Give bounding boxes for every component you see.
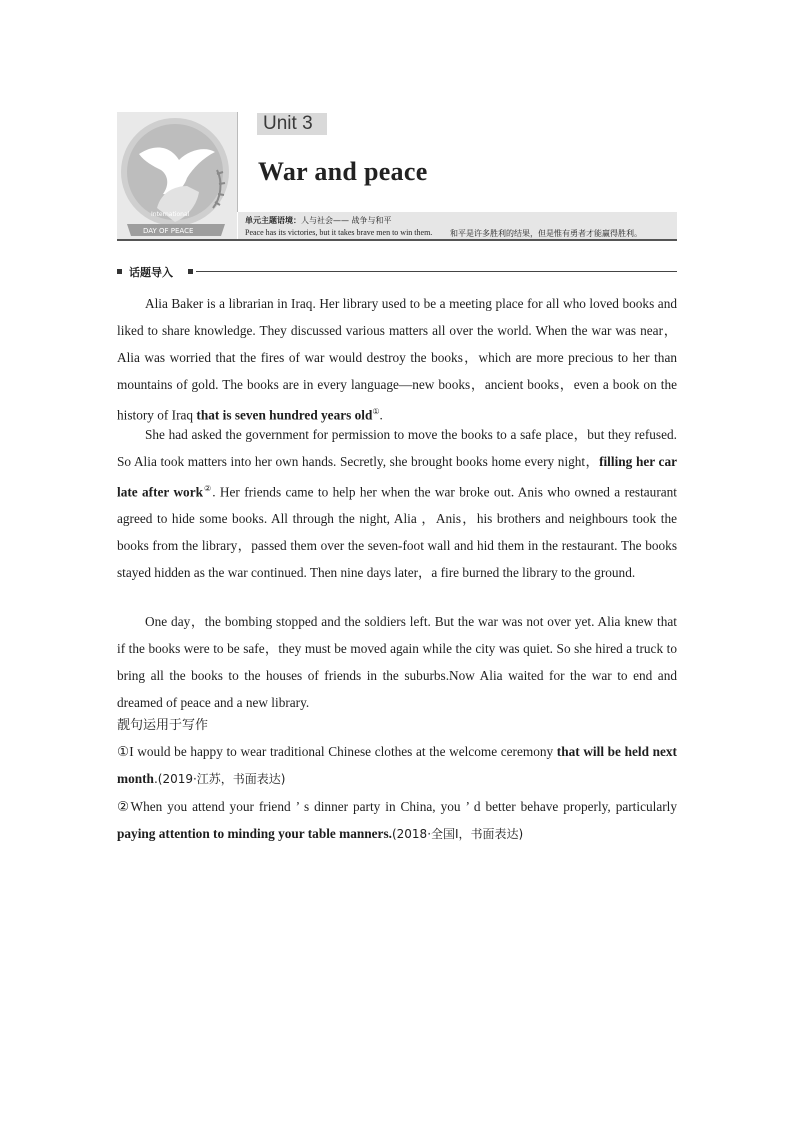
paragraph-text: Alia Baker is a librarian in Iraq. Her library used to be a meeting place for all who loved books and liked to share knowledge. They discussed various matters all over the world. When the war was near，Alia was worried that the fires of war would destroy the books，which are more precious to her than mountains of gold. The books are in every language—new books，ancient books，even a book on the history of Iraq bbox=[117, 296, 677, 423]
passage-paragraph-2 bbox=[117, 421, 677, 586]
theme-context bbox=[245, 215, 392, 226]
passage-paragraph-1 bbox=[117, 290, 677, 428]
paragraph-text: One day，the bombing stopped and the soldiers left. But the war was not over yet. Alia knew that if the books were to be safe，they must be moved again while the city was quiet. So she hired a truck to bring all the books to the houses of friends in the suburbs.Now Alia waited for the war to end and dreamed of peace and a new library. bbox=[117, 614, 677, 710]
unit-title: War and peace bbox=[258, 157, 428, 186]
theme-bottom-rule bbox=[117, 239, 677, 241]
quote-chinese: 和平是许多胜利的结果，但是惟有勇者才能赢得胜利。 bbox=[450, 229, 642, 238]
highlight-phrase: that will be held next month bbox=[117, 744, 677, 786]
footnote-mark: ① bbox=[372, 407, 380, 416]
paragraph-text: She had asked the government for permission to move the books to a safe place，but they refused. So Alia took matters into her own hands. Secretly, she brought books home every night， bbox=[117, 427, 677, 469]
sentence-source: .(2019·江苏，书面表达) bbox=[153, 772, 286, 786]
logo-text-international: International bbox=[151, 211, 190, 218]
highlight-phrase: paying attention to minding your table manners. bbox=[117, 826, 392, 841]
writing-sentence-2 bbox=[117, 793, 677, 848]
square-bullet-icon bbox=[117, 269, 122, 274]
theme-value: 人与社会—— 战争与和平 bbox=[301, 216, 392, 225]
peace-day-logo bbox=[117, 112, 237, 240]
sentence-text: ②When you attend your friend ’ s dinner party in China, you ’ d better behave properly, particularly bbox=[117, 799, 677, 814]
paragraph-tail: . bbox=[379, 407, 383, 423]
paragraph-tail: . Her friends came to help her when the war broke out. Anis who owned a restaurant agreed to hide some books. All through the night, Alia ，Anis，his brothers and neighbours took the books from the library，passed them over the seven-foot wall and hid them in the restaurant. The books stayed hidden as the war continued. Then nine days later，a fire burned the library to the ground. bbox=[117, 484, 677, 581]
highlight-phrase: filling her car late after work bbox=[117, 454, 678, 500]
sentence-text: ①I would be happy to wear traditional Chinese clothes at the welcome ceremony bbox=[117, 744, 557, 759]
logo-text-day-of-peace: DAY OF PEACE bbox=[143, 227, 194, 235]
writing-heading: 靓句运用于写作 bbox=[117, 718, 209, 733]
section-heading bbox=[117, 264, 677, 280]
passage-paragraph-3 bbox=[117, 608, 677, 716]
header-divider bbox=[237, 112, 238, 212]
highlight-phrase: that is seven hundred years old bbox=[196, 407, 373, 423]
unit-label: Unit 3 bbox=[257, 113, 327, 135]
section-rule bbox=[196, 271, 677, 272]
writing-sentence-1 bbox=[117, 738, 677, 793]
section-title: 话题导入 bbox=[129, 266, 173, 279]
sentence-source: (2018·全国Ⅰ，书面表达) bbox=[391, 827, 524, 841]
square-bullet-icon bbox=[188, 269, 193, 274]
quote-english: Peace has its victories, but it takes brave men to win them. bbox=[245, 228, 433, 237]
footnote-mark: ② bbox=[203, 484, 213, 493]
theme-label: 单元主题语境： bbox=[245, 216, 301, 225]
